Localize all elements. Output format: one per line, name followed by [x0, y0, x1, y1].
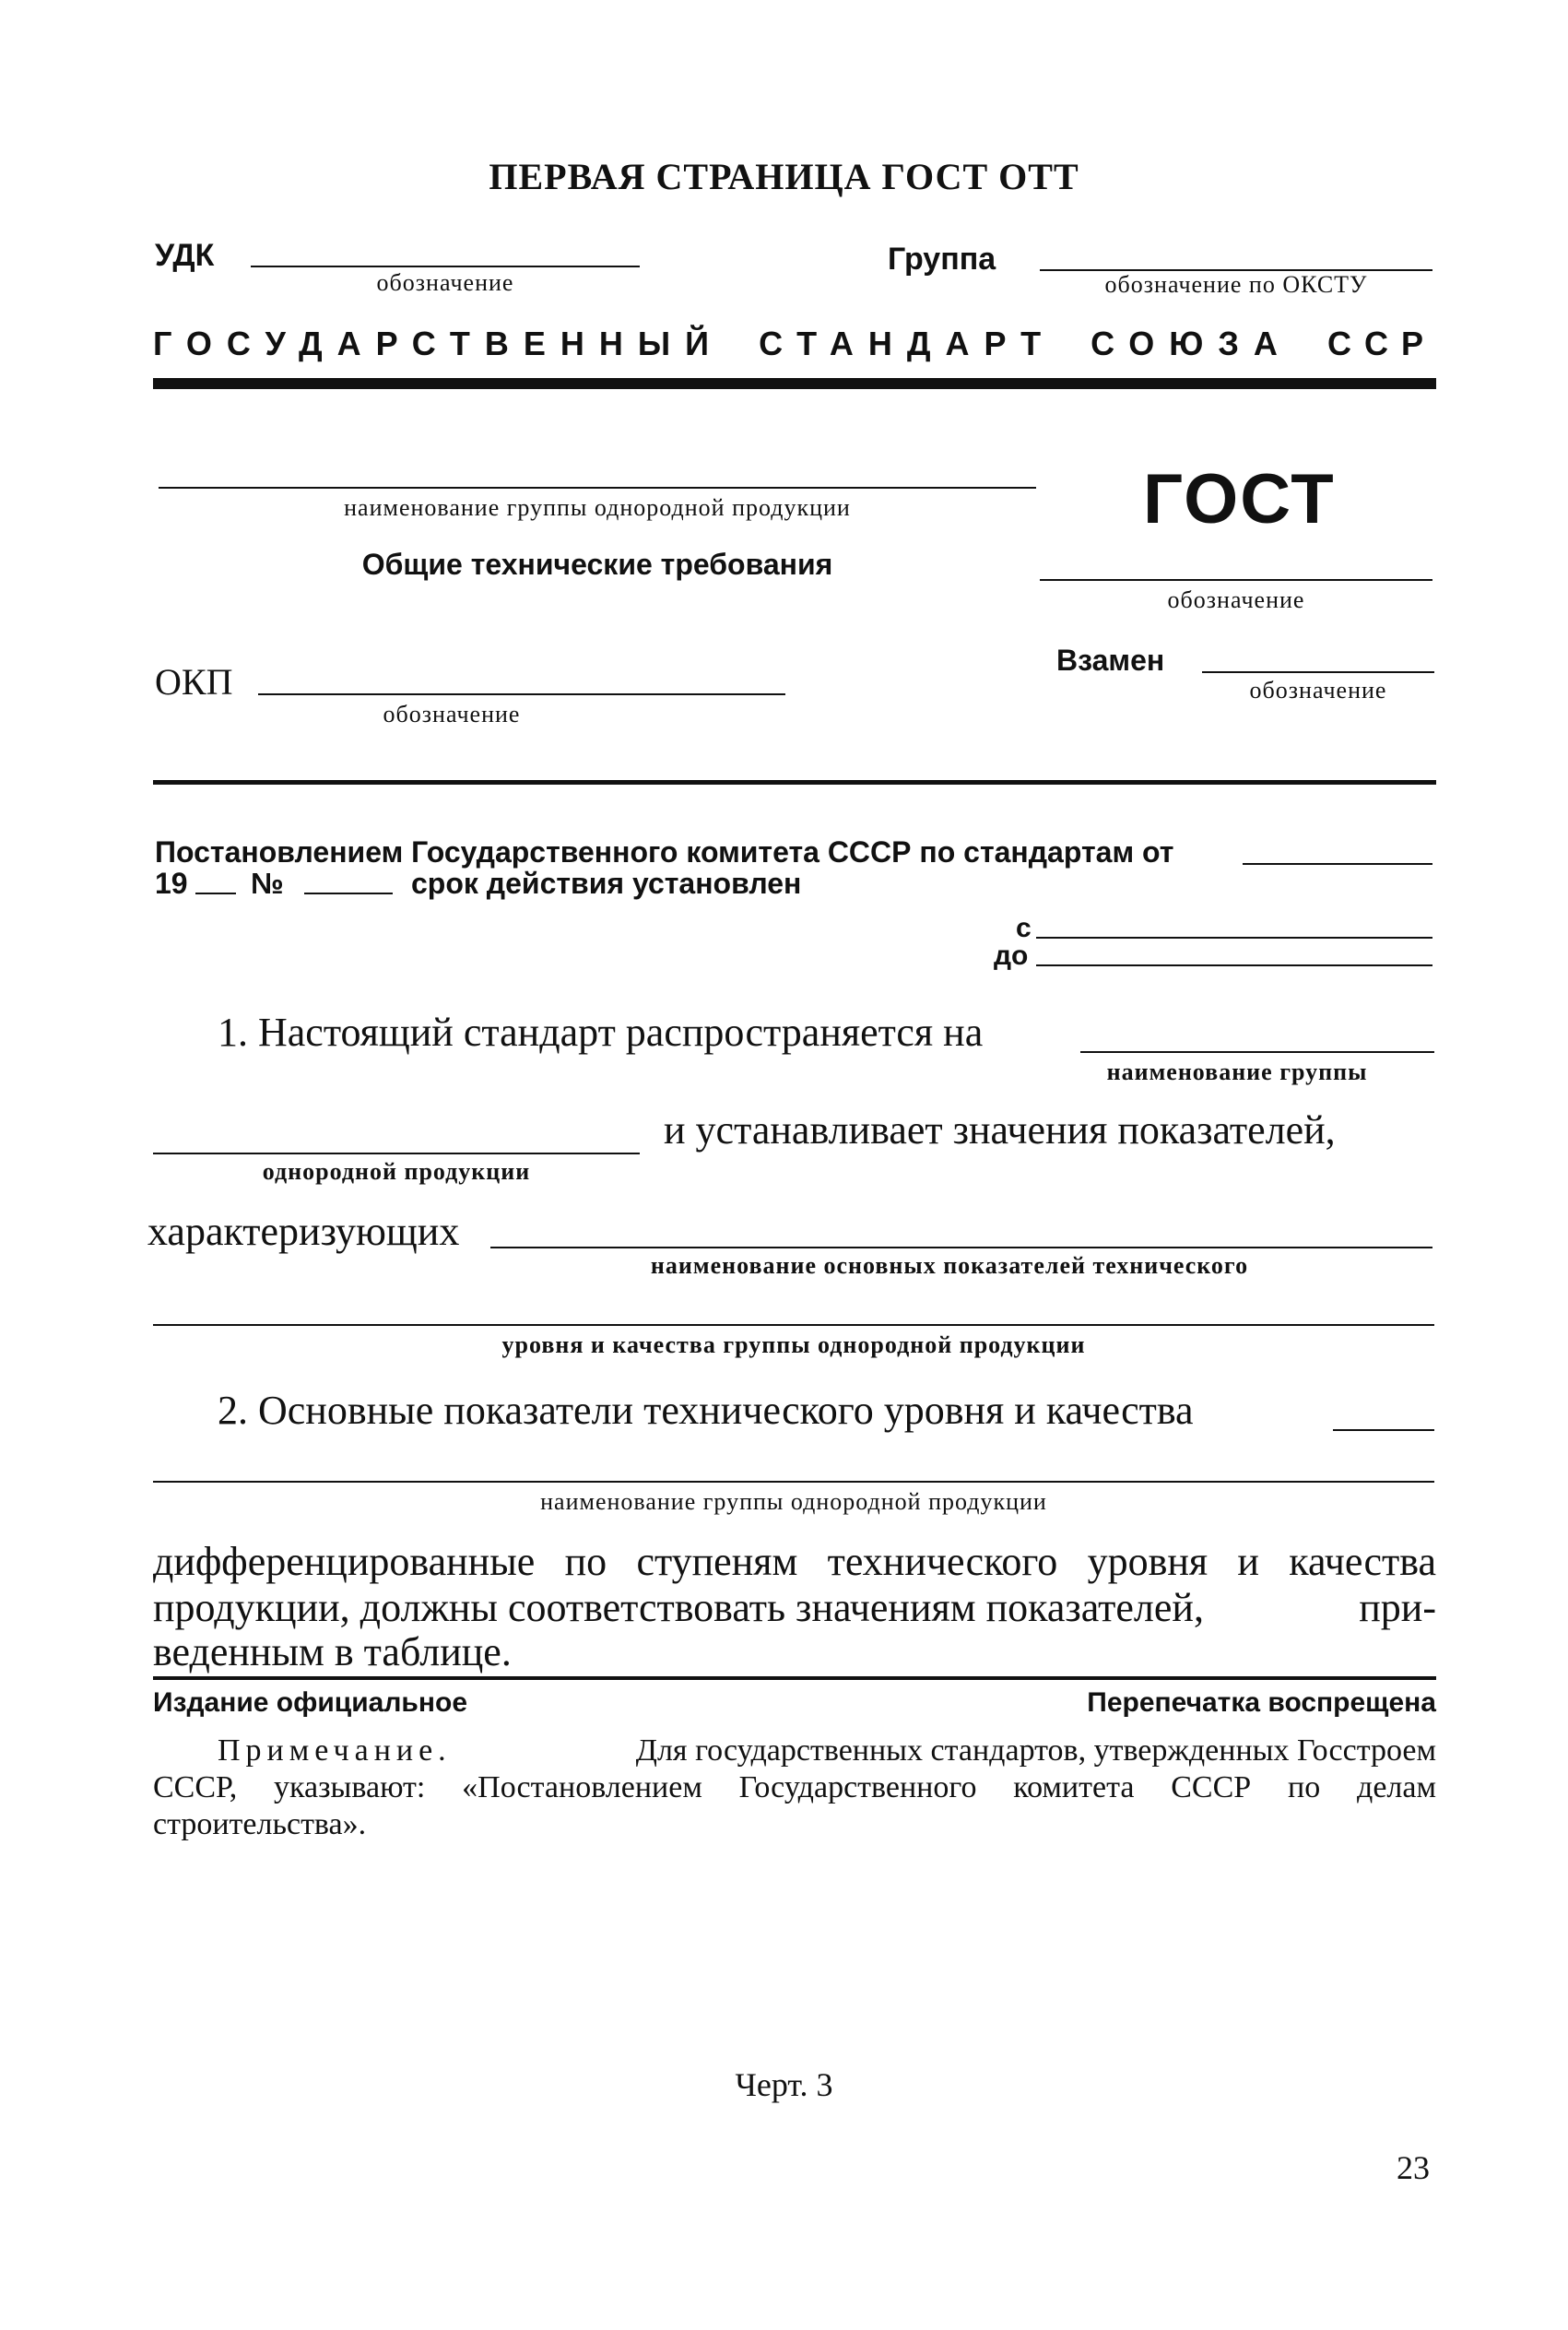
clause2-end-line	[1333, 1429, 1434, 1431]
banner-thick-rule	[153, 378, 1436, 389]
clause1-group-line	[1080, 1051, 1434, 1053]
okp-label: ОКП	[155, 661, 233, 703]
to-label: до	[994, 940, 1029, 971]
clause1-start: 1. Настоящий стандарт распространяется на	[218, 1010, 984, 1055]
product-group-line	[159, 487, 1036, 489]
okp-caption: обозначение	[383, 701, 521, 727]
clause2-text: 2. Основные показатели технического уровня и качества	[218, 1388, 1194, 1433]
clause2-group-caption: наименование группы однородной продукции	[540, 1488, 1047, 1515]
to-line	[1036, 964, 1432, 966]
clause1-characterizing: характеризующих	[147, 1209, 460, 1254]
clause1-homogeneous-caption: однородной продукции	[262, 1158, 531, 1185]
clause2-para-line3: веденным в таблице.	[153, 1629, 512, 1674]
replaces-line	[1202, 671, 1434, 673]
note-label: Примечание.	[218, 1733, 452, 1768]
clause1-level-caption: уровня и качества группы однородной продукции	[501, 1331, 1086, 1358]
from-line	[1036, 937, 1432, 939]
clause1-homogeneous-line	[153, 1153, 640, 1154]
banner-word-standard: СТАНДАРТ	[759, 325, 1056, 362]
note-line3: строительства».	[153, 1807, 367, 1841]
section-rule	[153, 780, 1436, 785]
page-heading: ПЕРВАЯ СТРАНИЦА ГОСТ ОТТ	[489, 156, 1079, 197]
number-line	[304, 893, 393, 894]
clause1-group-caption: наименование группы	[1106, 1059, 1368, 1085]
general-requirements: Общие технические требования	[361, 548, 833, 581]
year-line	[195, 893, 236, 894]
group-caption: обозначение по ОКСТУ	[1104, 271, 1368, 298]
replaces-label: Взамен	[1056, 644, 1165, 677]
clause1-sets: и устанавливает значения показателей,	[664, 1107, 1336, 1153]
udk-caption: обозначение	[376, 269, 514, 296]
resolution-number-label: №	[251, 867, 284, 900]
official-edition: Издание официальное	[153, 1687, 468, 1718]
note-line2: СССР, указывают: «Постановлением Государственного комитета СССР по делам	[153, 1770, 1436, 1804]
gost-designation-line	[1040, 579, 1432, 581]
clause2-para-line1: дифференцированные по ступеням технического уровня и качества	[153, 1539, 1436, 1584]
okp-line	[258, 693, 785, 695]
resolution-line1: Постановлением Государственного комитета СССР по стандартам от	[155, 835, 1174, 869]
banner-word-state: ГОСУДАРСТВЕННЫЙ	[153, 325, 725, 362]
gost-label: ГОСТ	[1143, 460, 1336, 538]
clause1-indicators-line	[490, 1247, 1432, 1248]
note-line1: Для государственных стандартов, утвержденных Госстроем	[635, 1733, 1436, 1768]
reprint-prohibited: Перепечатка воспрещена	[1087, 1687, 1436, 1718]
clause1-level-line	[153, 1324, 1434, 1326]
replaces-caption: обозначение	[1249, 677, 1387, 704]
clause2-para-line2-end: при-	[1359, 1585, 1436, 1630]
banner-word-ssr: ССР	[1326, 325, 1436, 362]
resolution-date-line	[1243, 863, 1432, 865]
gost-designation-caption: обозначение	[1167, 586, 1305, 613]
clause2-group-line	[153, 1481, 1434, 1483]
resolution-year: 19	[155, 867, 188, 900]
page-number: 23	[1397, 2149, 1430, 2186]
state-standard-banner	[153, 325, 1436, 363]
from-label: с	[1016, 913, 1032, 943]
clause1-indicators-caption: наименование основных показателей технического	[650, 1252, 1249, 1279]
group-label: Группа	[888, 242, 996, 277]
figure-label: Черт. 3	[735, 2066, 833, 2103]
resolution-validity: срок действия установлен	[411, 867, 802, 900]
udk-label: УДК	[155, 238, 215, 273]
note-line1-row	[153, 1733, 1436, 1768]
product-group-caption: наименование группы однородной продукции	[344, 494, 851, 521]
clause2-para-line2-row	[153, 1584, 1436, 1631]
clause2-para-line2: продукции, должны соответствовать значениям показателей,	[153, 1585, 1204, 1630]
udk-line	[251, 266, 640, 267]
banner-word-union: СОЮЗА	[1091, 325, 1292, 362]
footer-rule	[153, 1676, 1436, 1680]
